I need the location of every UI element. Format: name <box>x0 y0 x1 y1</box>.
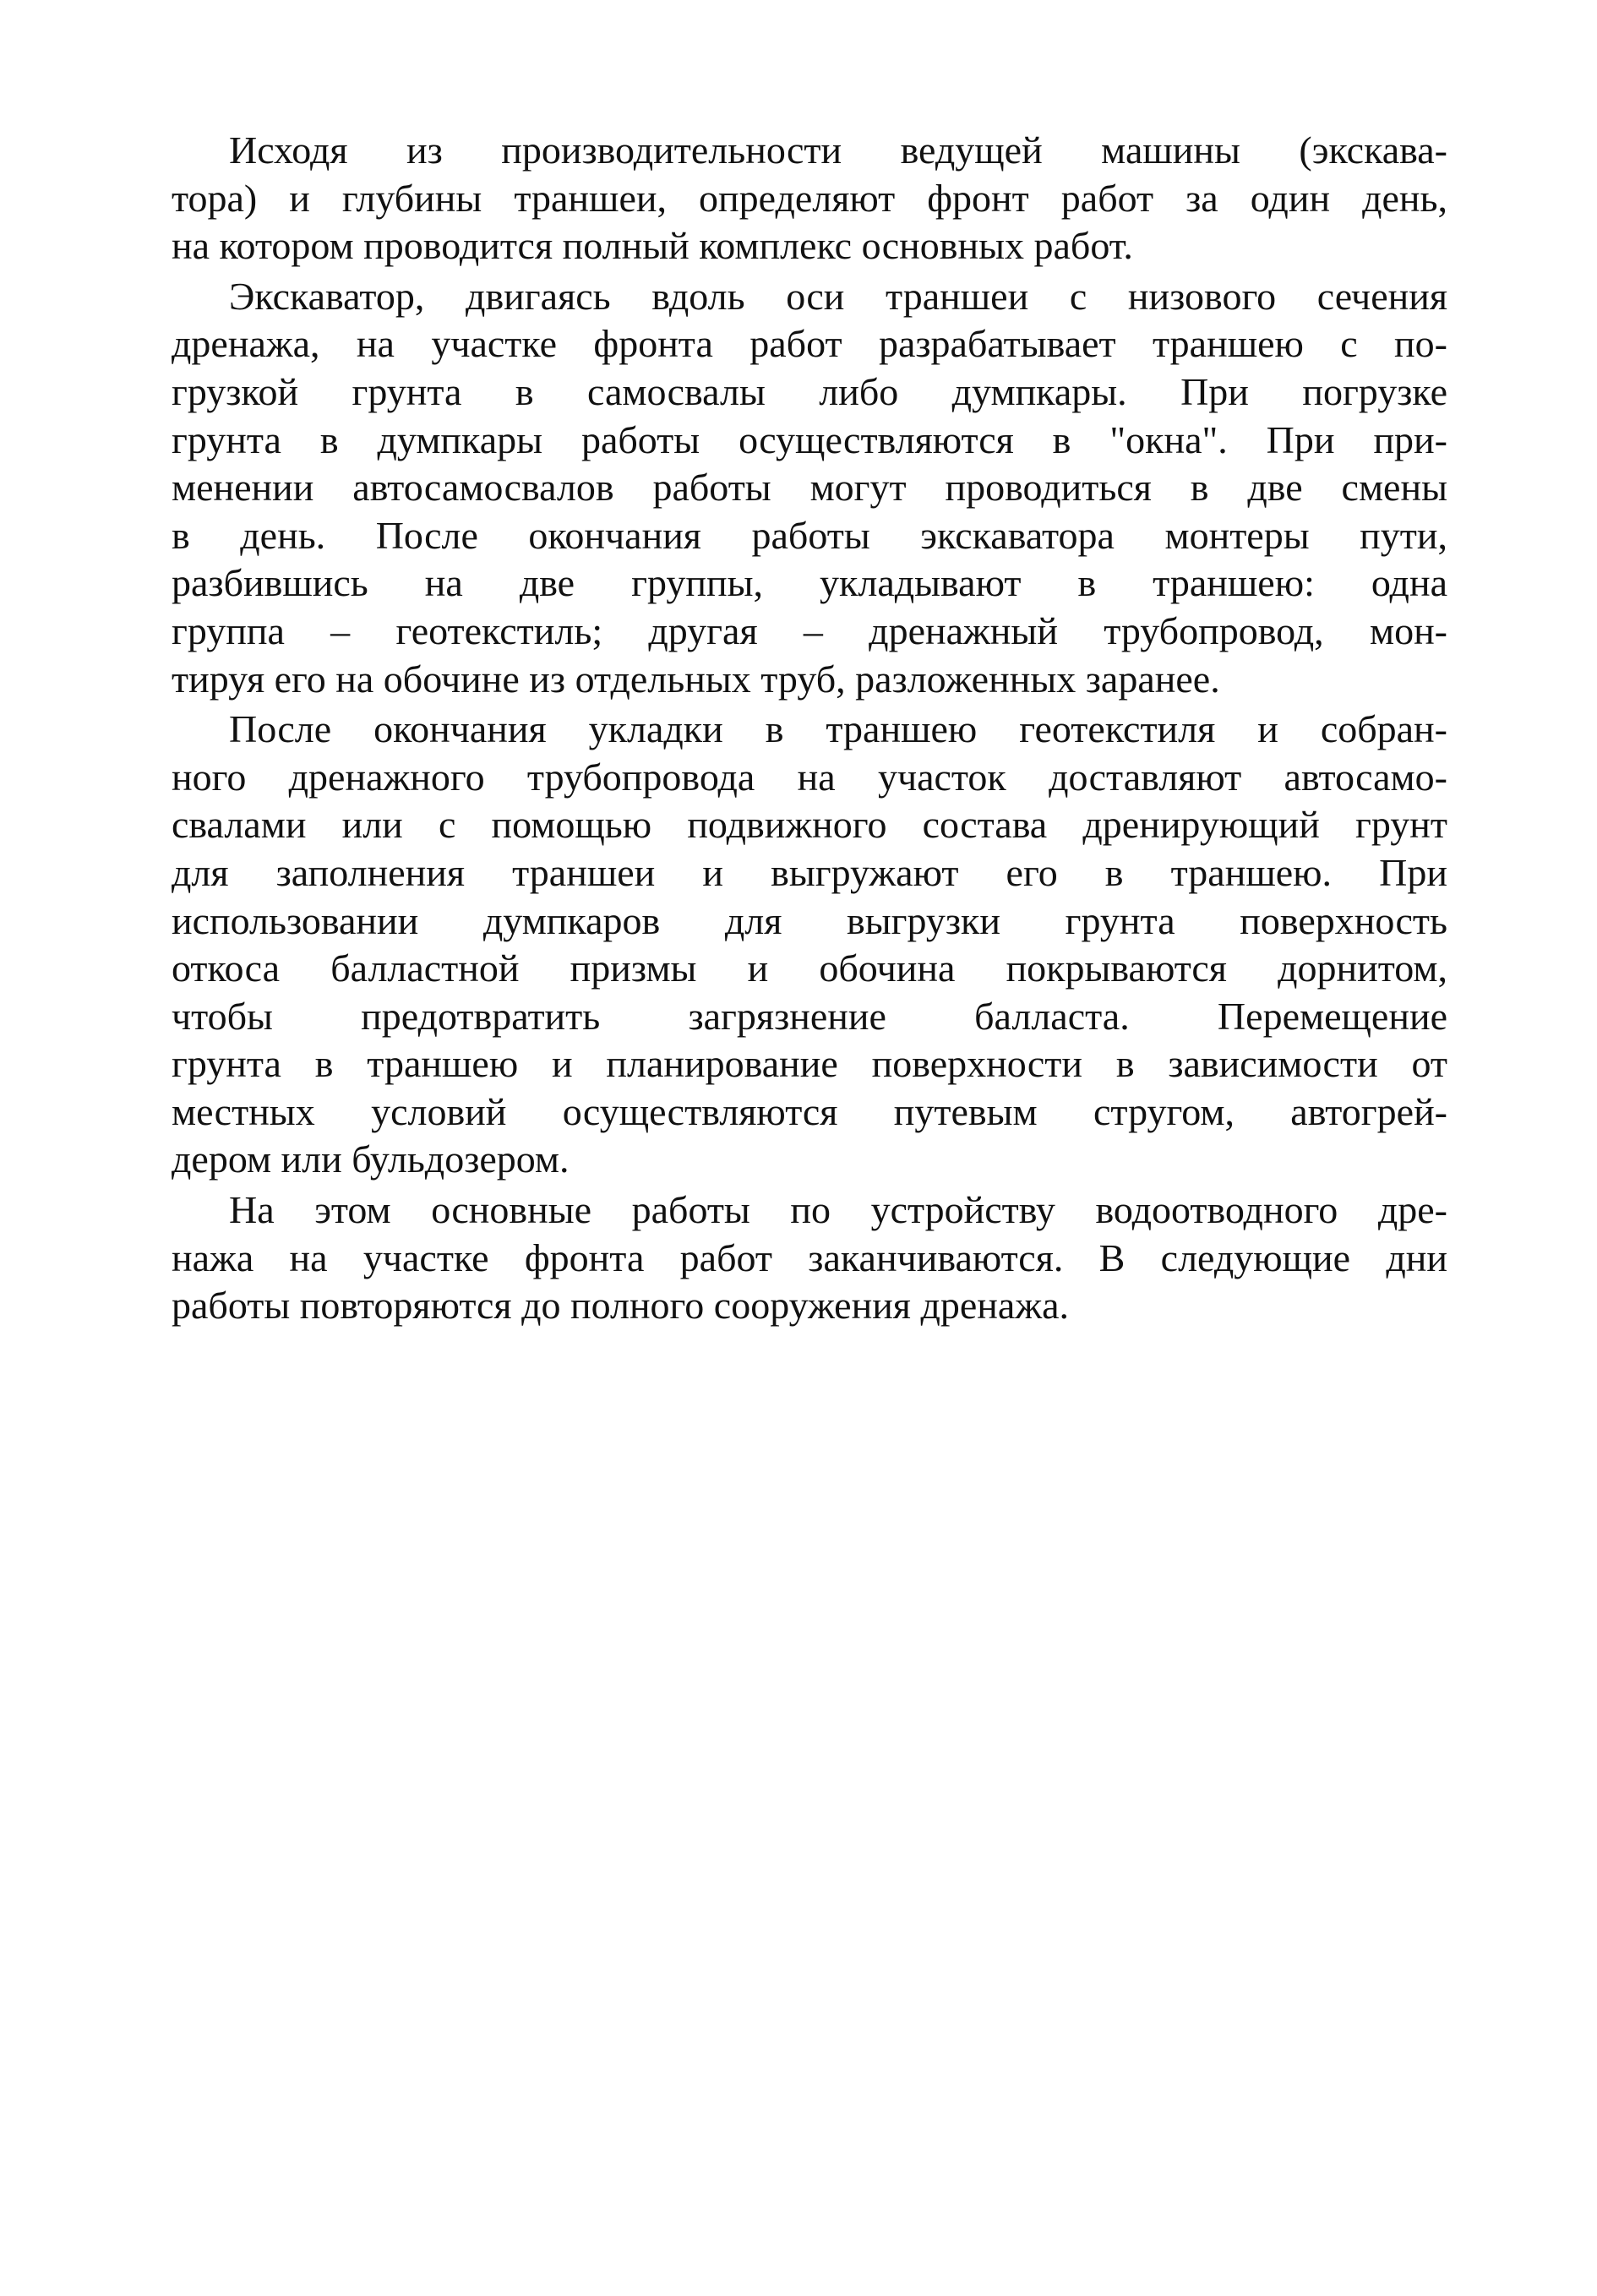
text-line: дренажа, на участке фронта работ разрабатывает траншею с по- <box>172 322 1447 366</box>
text-line: местных условий осуществляются путевым стругом, автогрей- <box>172 1089 1447 1133</box>
text-line: дером или бульдозером. <box>172 1137 570 1181</box>
text-line: нажа на участке фронта работ заканчиваются. В следующие дни <box>172 1235 1447 1279</box>
text-line: На этом основные работы по устройству водоотводного дре- <box>229 1188 1447 1232</box>
body-text <box>172 127 1447 1333</box>
text-line: разбившись на две группы, укладывают в траншею: одна <box>172 561 1447 605</box>
paragraph-4 <box>172 1186 1447 1330</box>
text-line: в день. После окончания работы экскаватора монтеры пути, <box>172 513 1447 557</box>
text-line: на котором проводится полный комплекс основных работ. <box>172 224 1133 268</box>
paragraph-1 <box>172 127 1447 270</box>
text-line: После окончания укладки в траншею геотекстиля и собран- <box>229 707 1447 751</box>
text-line: Экскаватор, двигаясь вдоль оси траншеи с низового сечения <box>229 274 1447 318</box>
text-line: Исходя из производительности ведущей машины (экскава- <box>229 128 1447 172</box>
text-line: грунта в траншею и планирование поверхности в зависимости от <box>172 1042 1447 1086</box>
text-line: тора) и глубины траншеи, определяют фронт работ за один день, <box>172 176 1447 220</box>
text-line: грузкой грунта в самосвалы либо думпкары. При погрузке <box>172 369 1447 413</box>
text-line: чтобы предотвратить загрязнение балласта. Перемещение <box>172 994 1447 1038</box>
text-line: группа – геотекстиль; другая – дренажный трубопровод, мон- <box>172 608 1447 652</box>
text-line: для заполнения траншеи и выгружают его в траншею. При <box>172 850 1447 894</box>
text-line: свалами или с помощью подвижного состава дренирующий грунт <box>172 803 1447 847</box>
text-line: грунта в думпкары работы осуществляются в "окна". При при- <box>172 417 1447 461</box>
text-line: тируя его на обочине из отдельных труб, разложенных заранее. <box>172 657 1220 701</box>
text-line: использовании думпкаров для выгрузки грунта поверхность <box>172 898 1447 942</box>
text-line: менении автосамосвалов работы могут проводиться в две смены <box>172 466 1447 510</box>
text-line: работы повторяются до полного сооружения дренажа. <box>172 1284 1070 1328</box>
text-line: ного дренажного трубопровода на участок доставляют автосамо- <box>172 755 1447 799</box>
text-line: откоса балластной призмы и обочина покрываются дорнитом, <box>172 946 1447 990</box>
paragraph-3 <box>172 706 1447 1184</box>
paragraph-2 <box>172 273 1447 703</box>
